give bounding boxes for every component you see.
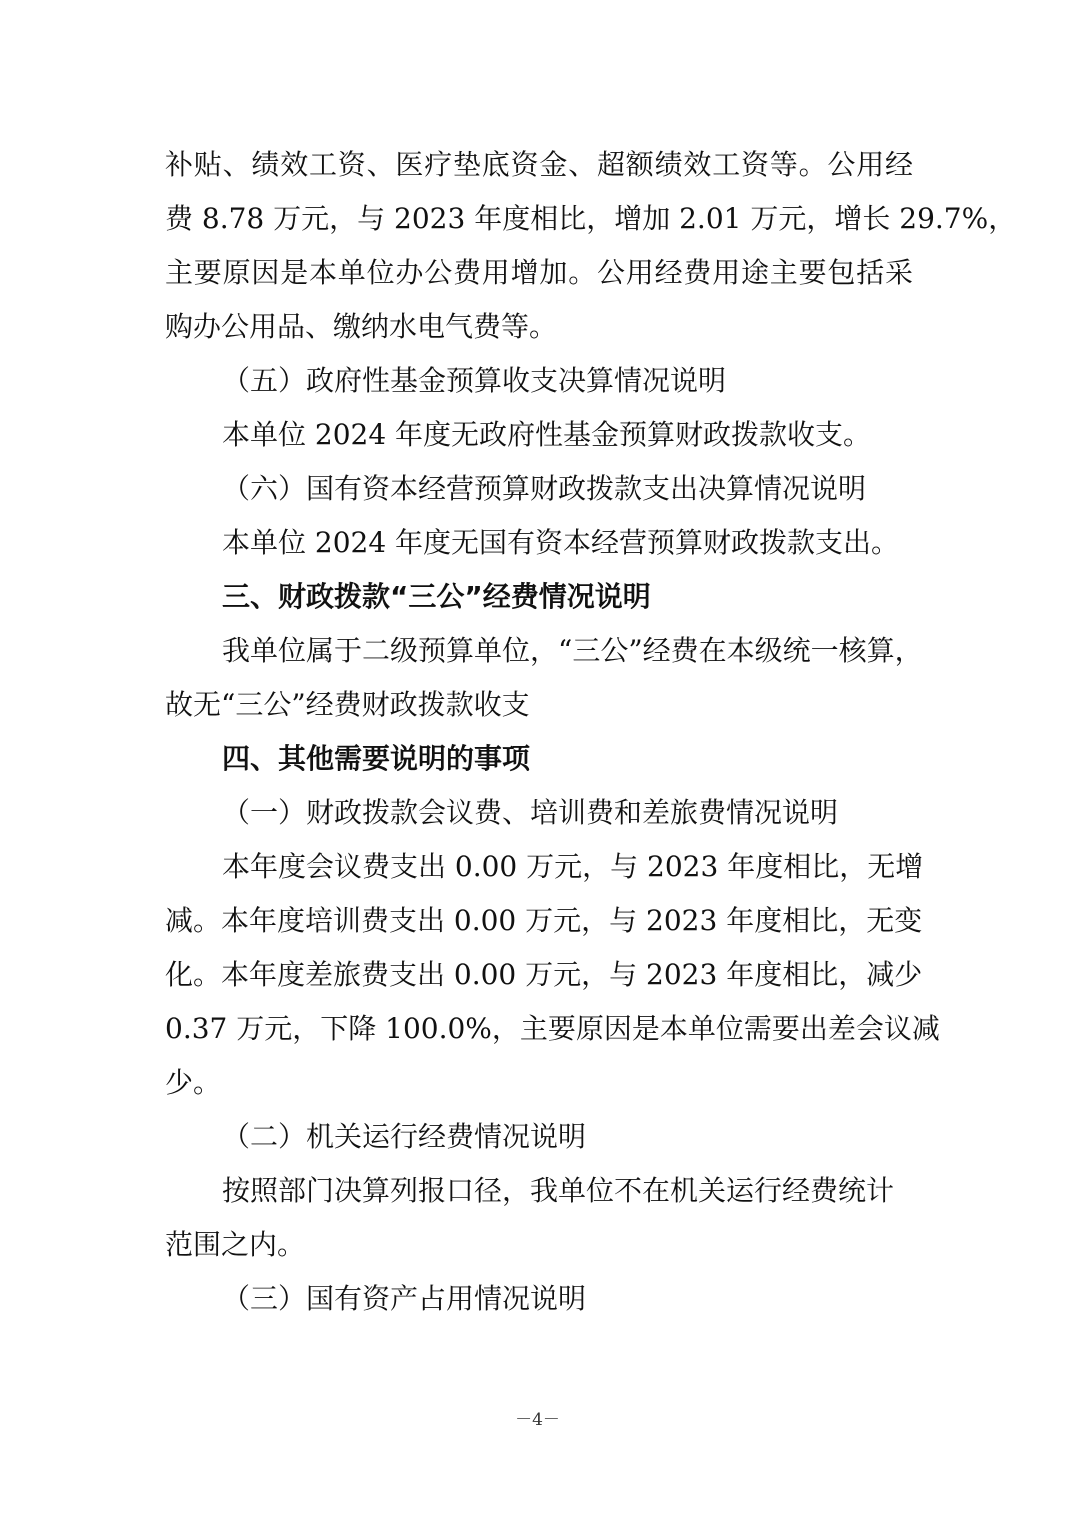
document-body: [165, 138, 1017, 1326]
paragraph-line: 减。本年度培训费支出 0.00 万元，与 2023 年度相比，无变: [165, 904, 923, 937]
paragraph-line: 费 8.78 万元，与 2023 年度相比，增加 2.01 万元，增长 29.7%，: [165, 202, 1017, 235]
paragraph-line: 本年度会议费支出 0.00 万元，与 2023 年度相比，无增: [222, 850, 924, 883]
paragraph-line: 化。本年度差旅费支出 0.00 万元，与 2023 年度相比，减少: [165, 958, 923, 991]
paragraph-line: 0.37 万元，下降 100.0%，主要原因是本单位需要出差会议减: [165, 1012, 940, 1045]
paragraph-line: 少。: [165, 1066, 222, 1099]
page-number: －4－: [515, 1410, 560, 1430]
paragraph-line: 本单位 2024 年度无政府性基金预算财政拨款收支。: [222, 418, 872, 451]
paragraph-line: 范围之内。: [165, 1228, 306, 1261]
paragraph-line: 主要原因是本单位办公费用增加。公用经费用途主要包括采: [165, 256, 913, 289]
paragraph-line: 购办公用品、缴纳水电气费等。: [165, 310, 558, 343]
paragraph-line: 我单位属于二级预算单位，“三公”经费在本级统一核算，: [222, 634, 923, 667]
paragraph-line: 本单位 2024 年度无国有资本经营预算财政拨款支出。: [222, 526, 900, 559]
section-heading-4: 四、其他需要说明的事项: [222, 742, 531, 775]
paragraph-line: 故无“三公”经费财政拨款收支: [165, 688, 530, 721]
paragraph-line: 补贴、绩效工资、医疗垫底资金、超额绩效工资等。公用经: [165, 148, 913, 181]
paragraph-line: 按照部门决算列报口径，我单位不在机关运行经费统计: [222, 1174, 895, 1207]
subsection-heading-5: （五）政府性基金预算收支决算情况说明: [222, 364, 727, 397]
subsection-heading-3: （三）国有资产占用情况说明: [222, 1282, 587, 1315]
subsection-heading-2: （二）机关运行经费情况说明: [222, 1120, 587, 1153]
subsection-heading-6: （六）国有资本经营预算财政拨款支出决算情况说明: [222, 472, 867, 505]
section-heading-3: 三、财政拨款“三公”经费情况说明: [222, 580, 651, 613]
subsection-heading-1: （一）财政拨款会议费、培训费和差旅费情况说明: [222, 796, 839, 829]
